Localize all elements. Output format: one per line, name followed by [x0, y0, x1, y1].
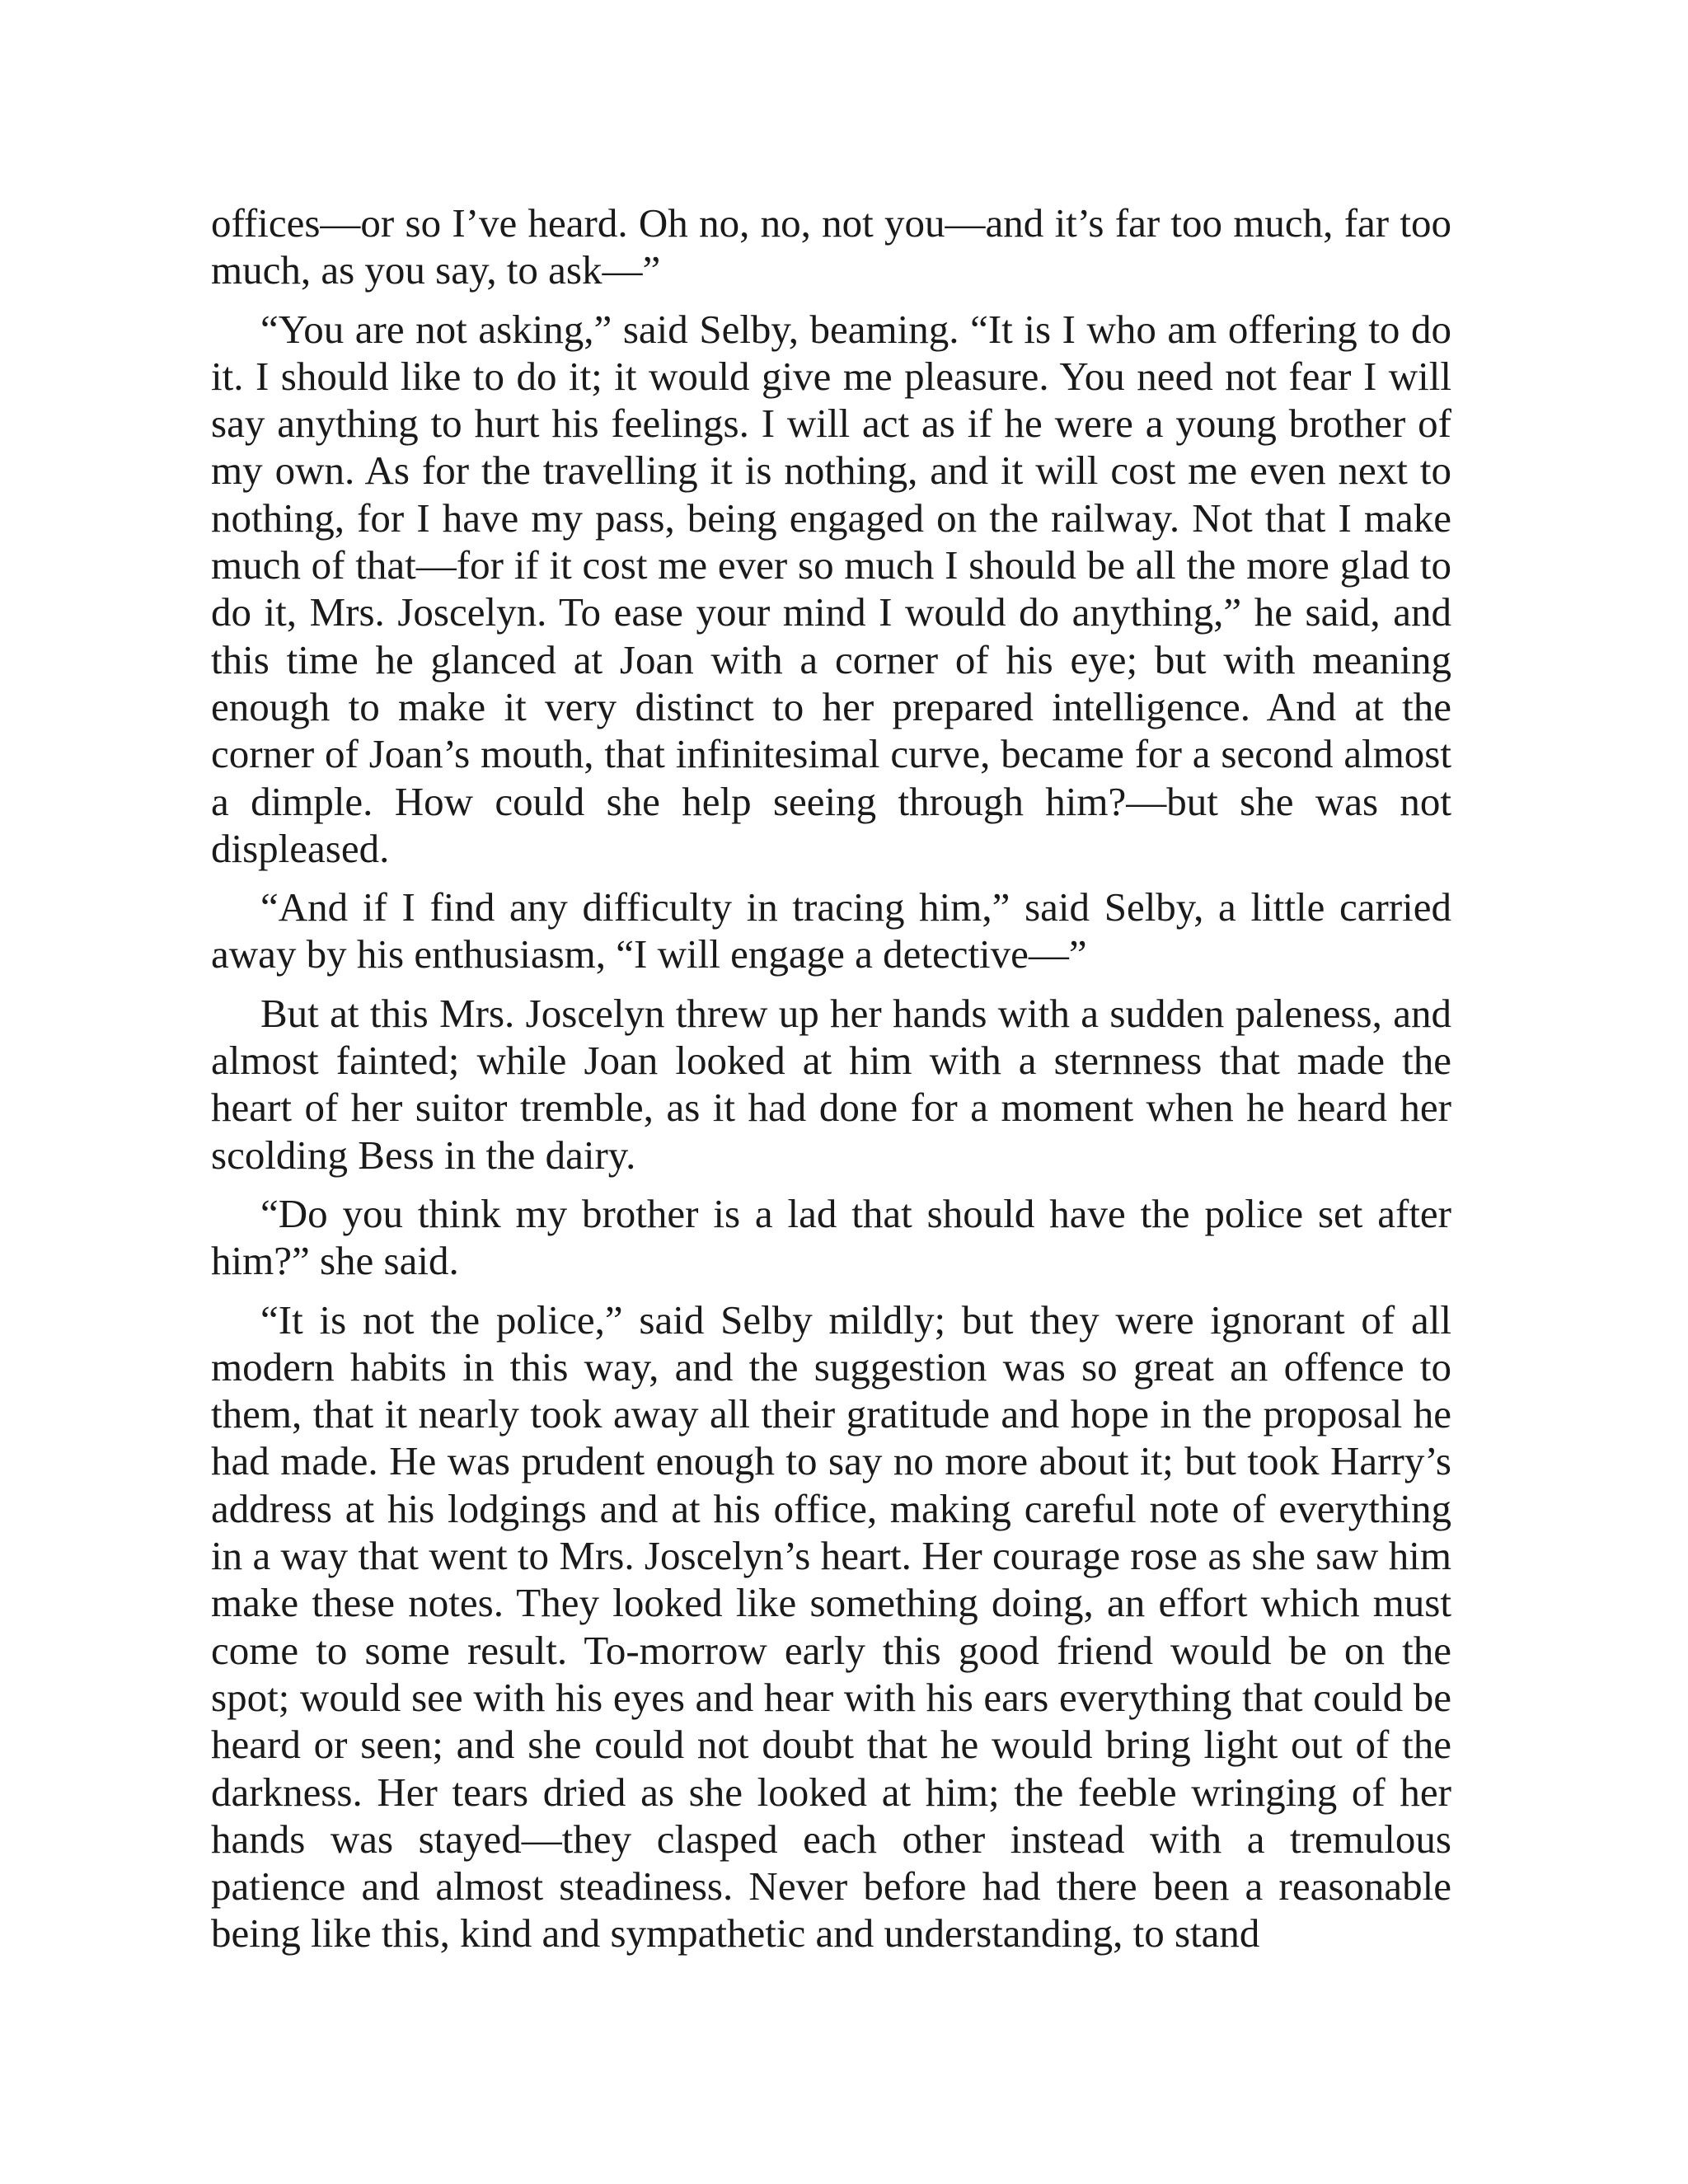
paragraph-4: But at this Mrs. Joscelyn threw up her hands with a sudden paleness, and almost fainted; while Joan looked at him with a sternness that made the heart of her suitor tremble, as it had done for a moment when he heard her scolding Bess in the dairy. — [211, 990, 1451, 1178]
paragraph-5: “Do you think my brother is a lad that should have the police set after him?” she said. — [211, 1190, 1451, 1284]
body-text — [211, 199, 1451, 1969]
paragraph-2: “You are not asking,” said Selby, beaming. “It is I who am offering to do it. I should like to do it; it would give me pleasure. You need not fear I will say anything to hurt his feelings. I will act as if he were a young brother of my own. As for the travelling it is nothing, and it will cost me even next to nothing, for I have my pass, being engaged on the railway. Not that I make much of that—for if it cost me ever so much I should be all the more glad to do it, Mrs. Joscelyn. To ease your mind I would do anything,” he said, and this time he glanced at Joan with a corner of his eye; but with meaning enough to make it very distinct to her prepared intelligence. And at the corner of Joan’s mouth, that infinitesimal curve, became for a second almost a dimple. How could she help seeing through him?—but she was not displeased. — [211, 306, 1451, 871]
paragraph-6: “It is not the police,” said Selby mildly; but they were ignorant of all modern habits in this way, and the suggestion was so great an offence to them, that it nearly took away all their gratitude and hope in the proposal he had made. He was prudent enough to say no more about it; but took Harry’s address at his lodgings and at his office, making careful note of everything in a way that went to Mrs. Joscelyn’s heart. Her courage rose as she saw him make these notes. They looked like something doing, an effort which must come to some result. To-morrow early this good friend would be on the spot; would see with his eyes and hear with his ears everything that could be heard or seen; and she could not doubt that he would bring light out of the darkness. Her tears dried as she looked at him; the feeble wringing of her hands was stayed—they clasped each other instead with a tremulous patience and almost steadiness. Never before had there been a reasonable being like this, kind and sympathetic and understanding, to stand — [211, 1296, 1451, 1957]
paragraph-1: offices—or so I’ve heard. Oh no, no, not you—and it’s far too much, far too much, as you say, to ask—” — [211, 200, 1451, 293]
paragraph-3: “And if I find any difficulty in tracing him,” said Selby, a little carried away by his enthusiasm, “I will engage a detective—” — [211, 884, 1451, 977]
